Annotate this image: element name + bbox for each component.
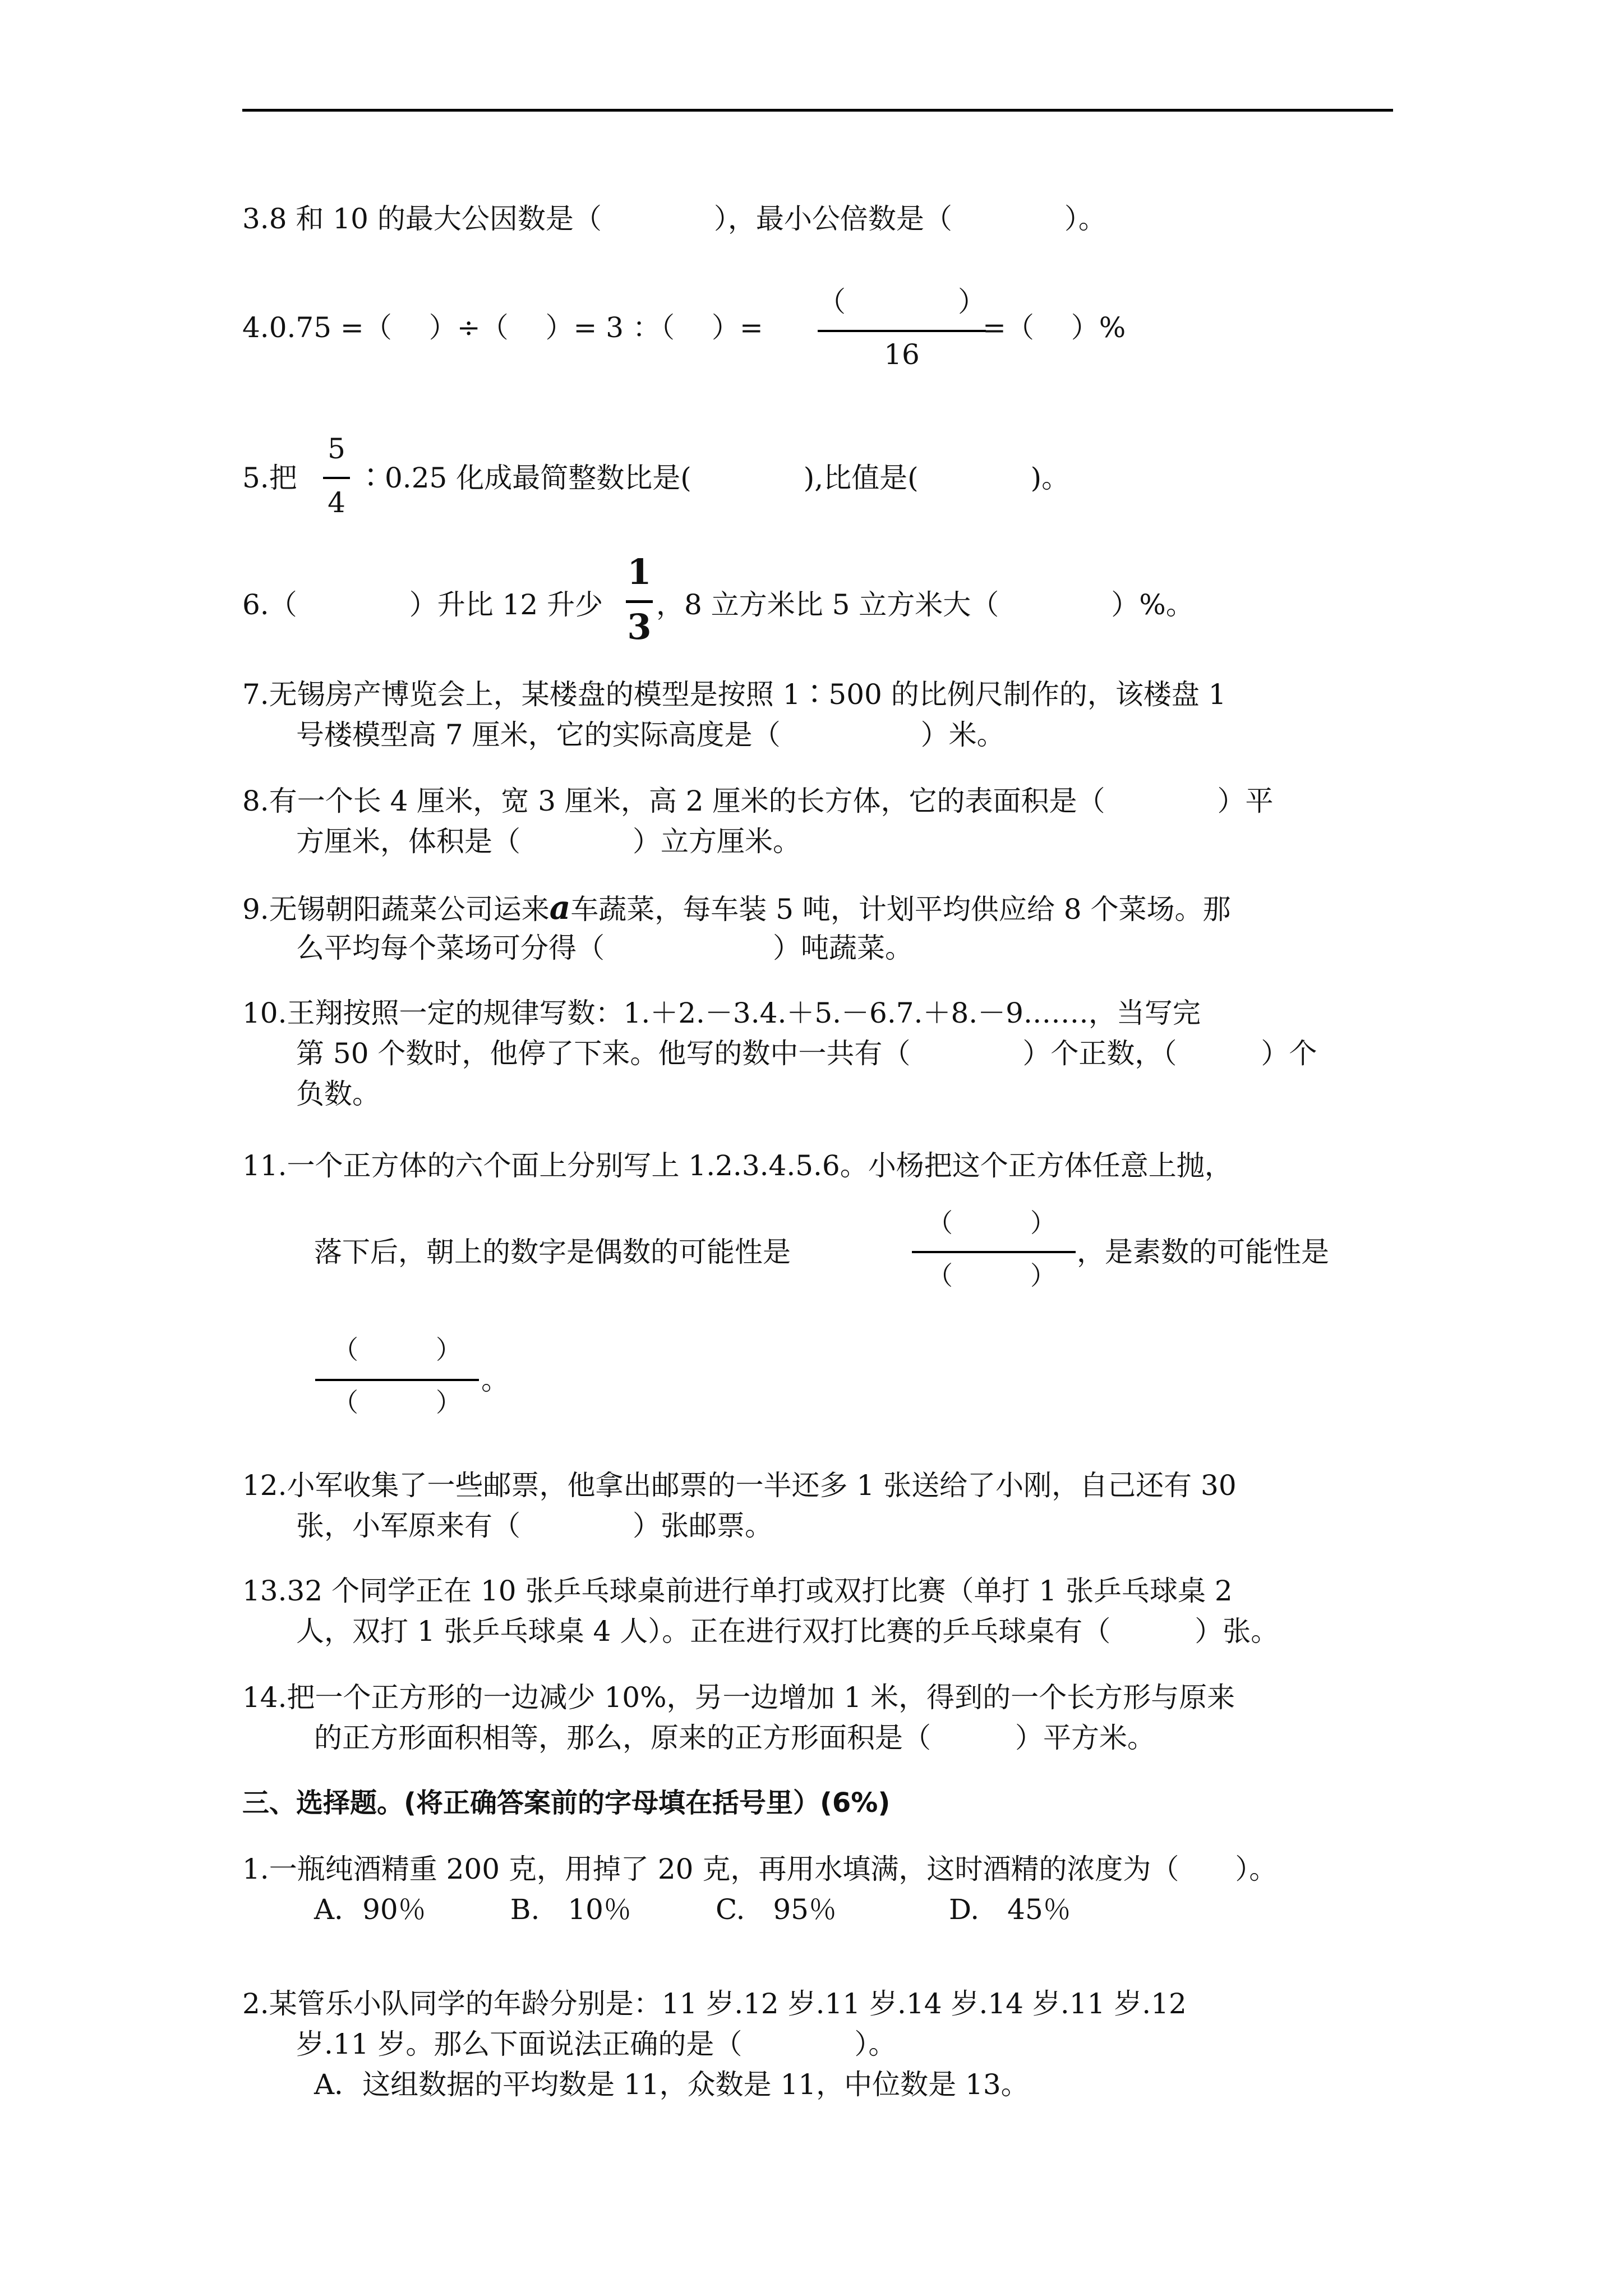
question-7-line-2: 号楼模型高 7 厘米，它的实际高度是（ ）米。 xyxy=(296,719,1005,751)
question-11-fraction-1-denominator: （ ） xyxy=(927,1260,1056,1291)
choice-2-stem-line-1: 2.某管乐小队同学的年龄分别是：11 岁.12 岁.11 岁.14 岁.14 岁.11 岁.12 xyxy=(242,1987,1187,2020)
question-11-line-2b: ，是素数的可能性是 xyxy=(1077,1236,1329,1268)
question-13-line-2: 人，双打 1 张乒乓球桌 4 人）。正在进行双打比赛的乒乓球桌有（ ）张。 xyxy=(296,1615,1279,1648)
question-4-tail: =（ ）% xyxy=(983,311,1126,344)
question-5-fraction-bar xyxy=(323,477,350,479)
question-9-variable: a xyxy=(549,889,571,927)
question-9-text-a: 9.无锡朝阳蔬菜公司运来 xyxy=(242,893,550,926)
question-14-line-1: 14.把一个正方形的一边减少 10%，另一边增加 1 米，得到的一个长方形与原来 xyxy=(242,1681,1235,1714)
question-4-fraction-numerator: （ ） xyxy=(818,286,986,318)
header-rule xyxy=(242,109,1393,112)
question-8-line-2: 方厘米，体积是（ ）立方厘米。 xyxy=(296,825,801,858)
question-9-line-2: 么平均每个菜场可分得（ ）吨蔬菜。 xyxy=(296,932,913,964)
question-13-line-1: 13.32 个同学正在 10 张乒乓球桌前进行单打或双打比赛（单打 1 张乒乓球桌 2 xyxy=(242,1575,1233,1607)
question-6-fraction-numerator: 1 xyxy=(627,551,652,592)
question-5-prefix: 5.把 xyxy=(242,462,297,494)
choice-1-options: A．90％ B. 10％ C. 95％ D. 45％ xyxy=(314,1893,1071,1926)
question-6-fraction-denominator: 3 xyxy=(627,606,652,647)
question-11-fraction-2-numerator: （ ） xyxy=(333,1335,462,1365)
question-11-fraction-2-denominator: （ ） xyxy=(333,1387,462,1418)
question-10-line-2: 第 50 个数时，他停了下来。他写的数中一共有（ ）个正数，（ ）个 xyxy=(296,1037,1317,1070)
question-5-text: ∶0.25 化成最简整数比是( ),比值是( )。 xyxy=(357,462,1070,494)
question-5-fraction-numerator: 5 xyxy=(328,432,345,465)
question-7-line-1: 7.无锡房产博览会上，某楼盘的模型是按照 1∶500 的比例尺制作的，该楼盘 1 xyxy=(242,678,1227,711)
question-4-main: 4.0.75 =（ ）÷（ ）= 3 ：（ ）= xyxy=(242,311,763,344)
question-11-fraction-1-numerator: （ ） xyxy=(927,1208,1056,1238)
question-4-fraction-bar xyxy=(818,330,986,332)
choice-2-option-a: A．这组数据的平均数是 11，众数是 11，中位数是 13。 xyxy=(314,2068,1029,2101)
question-10-line-1: 10.王翔按照一定的规律写数：1.＋2.－3.4.＋5.－6.7.＋8.－9.……，当写完 xyxy=(242,997,1201,1029)
question-11-line-1: 11.一个正方体的六个面上分别写上 1.2.3.4.5.6。小杨把这个正方体任意上抛， xyxy=(242,1149,1233,1182)
question-9-text-b: 车蔬菜，每车装 5 吨，计划平均供应给 8 个菜场。那 xyxy=(570,893,1231,926)
question-12-line-1: 12.小军收集了一些邮票，他拿出邮票的一半还多 1 张送给了小刚，自己还有 30 xyxy=(242,1469,1237,1502)
section-3-heading: 三、选择题。(将正确答案前的字母填在括号里）(6%) xyxy=(242,1787,891,1819)
question-5-fraction-denominator: 4 xyxy=(328,486,345,519)
choice-1-stem: 1.一瓶纯酒精重 200 克，用掉了 20 克，再用水填满，这时酒精的浓度为（ ）。 xyxy=(242,1853,1278,1885)
question-6-part1: 6.（ ）升比 12 升少 xyxy=(242,588,603,621)
choice-2-stem-line-2: 岁.11 岁。那么下面说法正确的是（ ）。 xyxy=(296,2028,897,2060)
question-6-fraction-bar xyxy=(626,600,653,603)
question-14-line-2: 的正方形面积相等，那么，原来的正方形面积是（ ）平方米。 xyxy=(314,1722,1155,1754)
question-4-fraction-denominator: 16 xyxy=(884,338,920,371)
question-11-fraction-1-bar xyxy=(912,1251,1076,1253)
question-3: 3.8 和 10 的最大公因数是（ ），最小公倍数是（ ）。 xyxy=(242,203,1106,235)
question-11-end: 。 xyxy=(481,1364,509,1396)
question-6-part2: ，8 立方米比 5 立方米大（ ）%。 xyxy=(656,588,1194,621)
question-12-line-2: 张，小军原来有（ ）张邮票。 xyxy=(296,1510,773,1542)
question-11-fraction-2-bar xyxy=(315,1379,479,1381)
question-8-line-1: 8.有一个长 4 厘米，宽 3 厘米，高 2 厘米的长方体，它的表面积是（ ）平 xyxy=(242,785,1274,817)
question-11-line-2a: 落下后，朝上的数字是偶数的可能性是 xyxy=(314,1236,791,1268)
question-9-line-1 xyxy=(242,891,1231,926)
question-10-line-3: 负数。 xyxy=(296,1078,380,1110)
